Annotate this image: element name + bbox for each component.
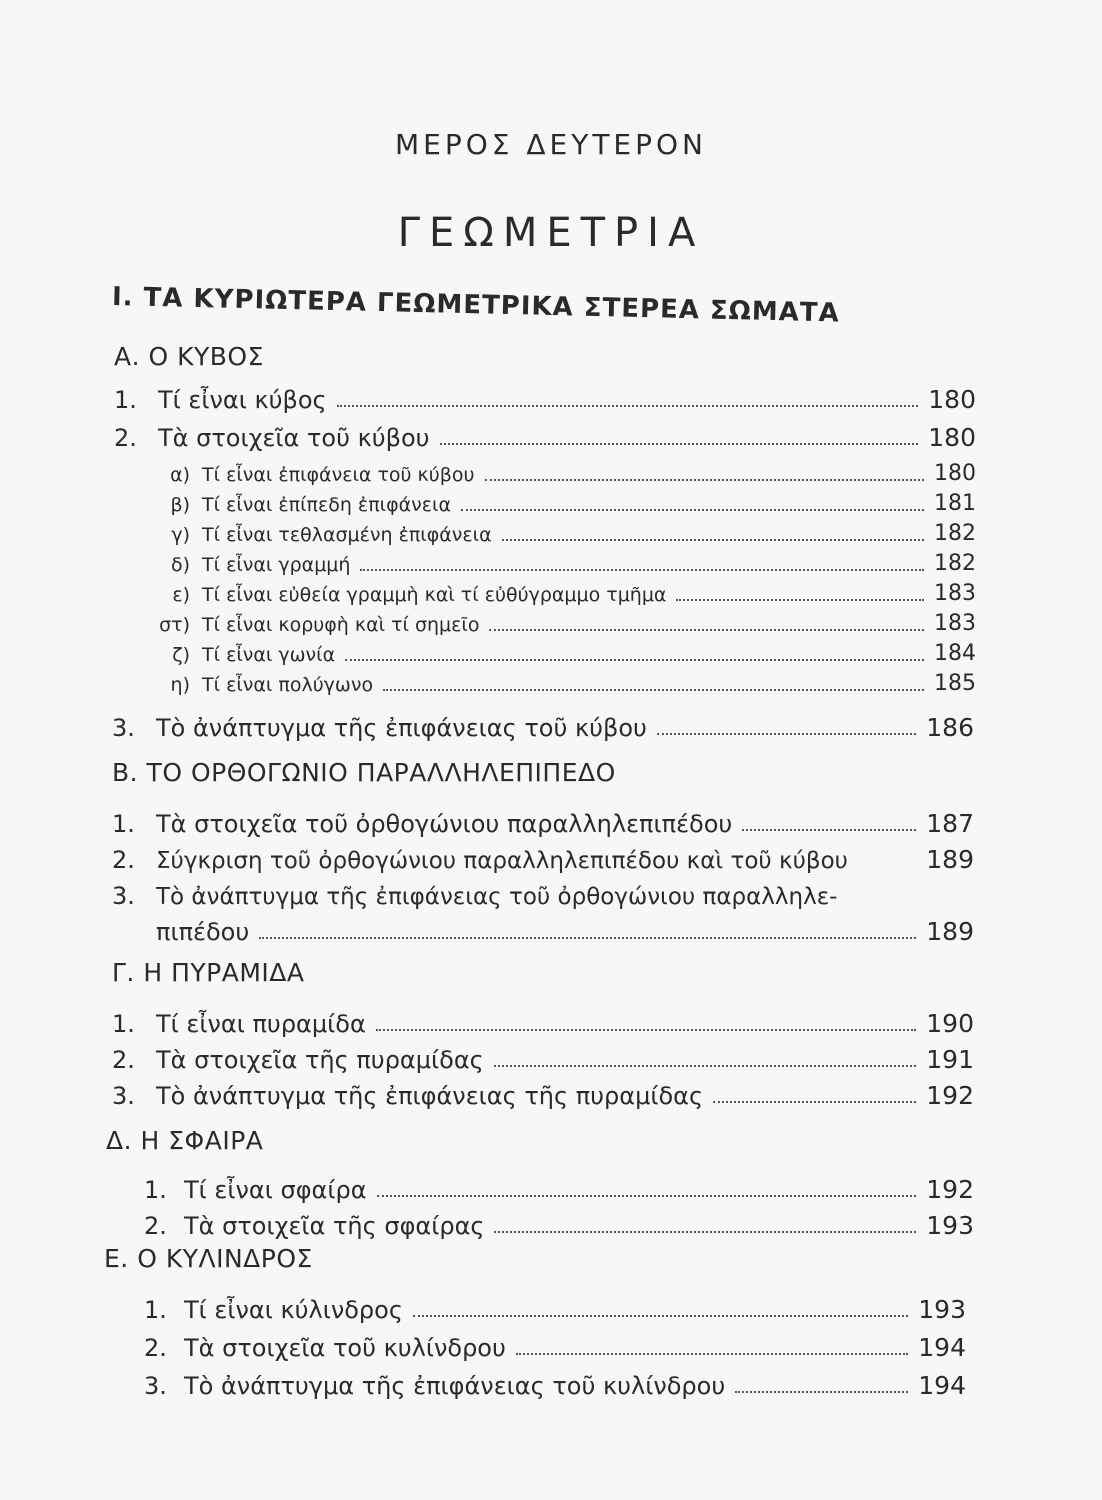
entry-page: 192 [926,1081,974,1110]
entry-number: δ) [170,554,190,576]
entry-page: 182 [934,551,976,576]
toc-subentry [134,668,976,696]
entry-number: 1. [144,1176,167,1204]
section-heading-cube: Α. Ο ΚΥΒΟΣ [114,342,264,371]
entry-page: 192 [926,1175,974,1204]
entry-page: 193 [926,1211,974,1240]
dot-leader [742,829,916,831]
dot-leader [676,599,924,601]
entry-page: 187 [926,809,974,838]
toc-subentry [134,518,976,546]
toc-subentry [134,638,976,666]
dot-leader [461,509,924,511]
entry-page: 182 [934,521,976,546]
dot-leader [377,1195,917,1197]
entry-page: 185 [934,671,976,696]
entry-number: 3. [112,882,135,910]
entry-number: 2. [144,1212,167,1240]
toc-subentry [134,578,976,606]
toc-subentry [134,548,976,576]
entry-page: 194 [918,1371,966,1400]
entry-page: 194 [918,1333,966,1362]
entry-title: Τί εἶναι γραμμή [202,554,351,576]
dot-leader [345,659,924,661]
entry-title-continuation: πιπέδου [156,918,250,946]
entry-page: 189 [926,845,974,874]
dot-leader [259,937,916,939]
entry-title: Τὰ στοιχεῖα τοῦ κυλίνδρου [184,1334,506,1362]
entry-title: Τί εἶναι ἐπιφάνεια τοῦ κύβου [202,464,475,486]
section-heading-pyramid: Γ. Η ΠΥΡΑΜΙΔΑ [112,958,305,987]
entry-page: 181 [934,491,976,516]
dot-leader [502,539,924,541]
dot-leader [735,1391,908,1393]
entry-title: Τὰ στοιχεῖα τοῦ ὀρθογώνιου παραλληλεπιπέδου [156,810,733,838]
dot-leader [489,629,924,631]
entry-title: Τί εἶναι εὐθεία γραμμὴ καὶ τί εὐθύγραμμο τμῆμα [202,584,667,606]
table-of-contents [0,338,1102,1438]
entry-title: Σύγκριση τοῦ ὀρθογώνιου παραλληλεπιπέδου καὶ τοῦ κύβου [156,848,848,874]
toc-subentry [134,488,976,516]
entry-number: 1. [144,1296,167,1324]
dot-leader [494,1065,917,1067]
dot-leader [360,569,924,571]
entry-title: Τί εἶναι κύβος [158,386,327,414]
entry-page: 180 [934,461,976,486]
section-heading-sphere: Δ. Η ΣΦΑΙΡΑ [106,1126,264,1155]
entry-number: ε) [172,584,190,606]
toc-subentry [134,608,976,636]
entry-title: Τὸ ἀνάπτυγμα τῆς ἐπιφάνειας τῆς πυραμίδας [156,1082,704,1110]
toc-entry [144,1366,966,1400]
section-heading-cuboid: Β. ΤΟ ΟΡΘΟΓΩΝΙΟ ΠΑΡΑΛΛΗΛΕΠΙΠΕΔΟ [112,758,616,787]
toc-entry-continuation [156,912,974,946]
entry-page: 190 [926,1009,974,1038]
dot-leader [485,479,925,481]
entry-number: 1. [112,1010,135,1038]
entry-number: 2. [112,1046,135,1074]
dot-leader [494,1231,916,1233]
toc-entry [144,1290,966,1324]
entry-title: Τὸ ἀνάπτυγμα τῆς ἐπιφάνειας τοῦ κυλίνδρου [184,1372,726,1400]
entry-number: η) [170,674,190,696]
entry-number: 2. [144,1334,167,1362]
entry-title: Τὸ ἀνάπτυγμα τῆς ἐπιφάνειας τοῦ κύβου [156,714,647,742]
toc-entry [114,418,976,452]
dot-leader [413,1315,908,1317]
toc-entry [112,876,902,910]
entry-number: γ) [171,524,190,546]
entry-title: Τί εἶναι πυραμίδα [156,1010,366,1038]
entry-title: Τί εἶναι τεθλασμένη ἐπιφάνεια [202,524,492,546]
entry-page: 186 [926,713,974,742]
entry-page: 183 [934,581,976,606]
dot-leader [440,443,919,445]
entry-title: Τί εἶναι πολύγωνο [202,674,374,696]
entry-title: Τί εἶναι γωνία [202,644,336,666]
entry-number: ζ) [172,644,190,666]
dot-leader [337,405,919,407]
toc-entry [112,1076,974,1110]
main-title: ΓΕΩΜΕΤΡΙΑ [397,210,705,256]
entry-number: 3. [144,1372,167,1400]
entry-number: 1. [112,810,135,838]
dot-leader [383,689,924,691]
entry-number: 1. [114,386,137,414]
entry-number: α) [170,464,190,486]
entry-number: στ) [159,614,190,636]
entry-page: 193 [918,1295,966,1324]
entry-page: 183 [934,611,976,636]
entry-title: Τὰ στοιχεῖα τῆς πυραμίδας [156,1046,484,1074]
entry-number: 3. [112,714,135,742]
entry-title: Τὸ ἀνάπτυγμα τῆς ἐπιφάνειας τοῦ ὀρθογώνιου παραλληλε- [156,884,838,910]
toc-entry [112,840,974,874]
part-title: ΜΕΡΟΣ ΔΕΥΤΕΡΟΝ [395,128,707,161]
toc-entry [114,380,976,414]
entry-page: 180 [928,423,976,452]
entry-page: 189 [926,917,974,946]
toc-subentry [134,458,976,486]
dot-leader [713,1101,916,1103]
toc-entry [144,1206,974,1240]
dot-leader [376,1029,917,1031]
entry-page: 180 [928,385,976,414]
toc-entry [112,1040,974,1074]
toc-entry [144,1170,974,1204]
entry-number: 2. [114,424,137,452]
entry-title: Τὰ στοιχεῖα τοῦ κύβου [158,424,430,452]
entry-title: Τί εἶναι κύλινδρος [184,1296,403,1324]
toc-entry [112,1004,974,1038]
toc-entry [112,804,974,838]
entry-page: 184 [934,641,976,666]
entry-number: 2. [112,846,135,874]
dot-leader [657,733,916,735]
entry-title: Τί εἶναι ἐπίπεδη ἐπιφάνεια [202,494,451,516]
chapter-title: Ι. ΤΑ ΚΥΡΙΩΤΕΡΑ ΓΕΩΜΕΤΡΙΚΑ ΣΤΕΡΕΑ ΣΩΜΑΤΑ [111,282,841,329]
entry-number: β) [170,494,190,516]
entry-number: 3. [112,1082,135,1110]
entry-title: Τὰ στοιχεῖα τῆς σφαίρας [184,1212,485,1240]
section-heading-cylinder: Ε. Ο ΚΥΛΙΝΔΡΟΣ [104,1244,313,1273]
dot-leader [516,1353,908,1355]
entry-page: 191 [926,1045,974,1074]
entry-title: Τί εἶναι σφαίρα [184,1176,367,1204]
toc-entry [112,708,974,742]
toc-entry [144,1328,966,1362]
entry-title: Τί εἶναι κορυφὴ καὶ τί σημεῖο [202,614,480,636]
